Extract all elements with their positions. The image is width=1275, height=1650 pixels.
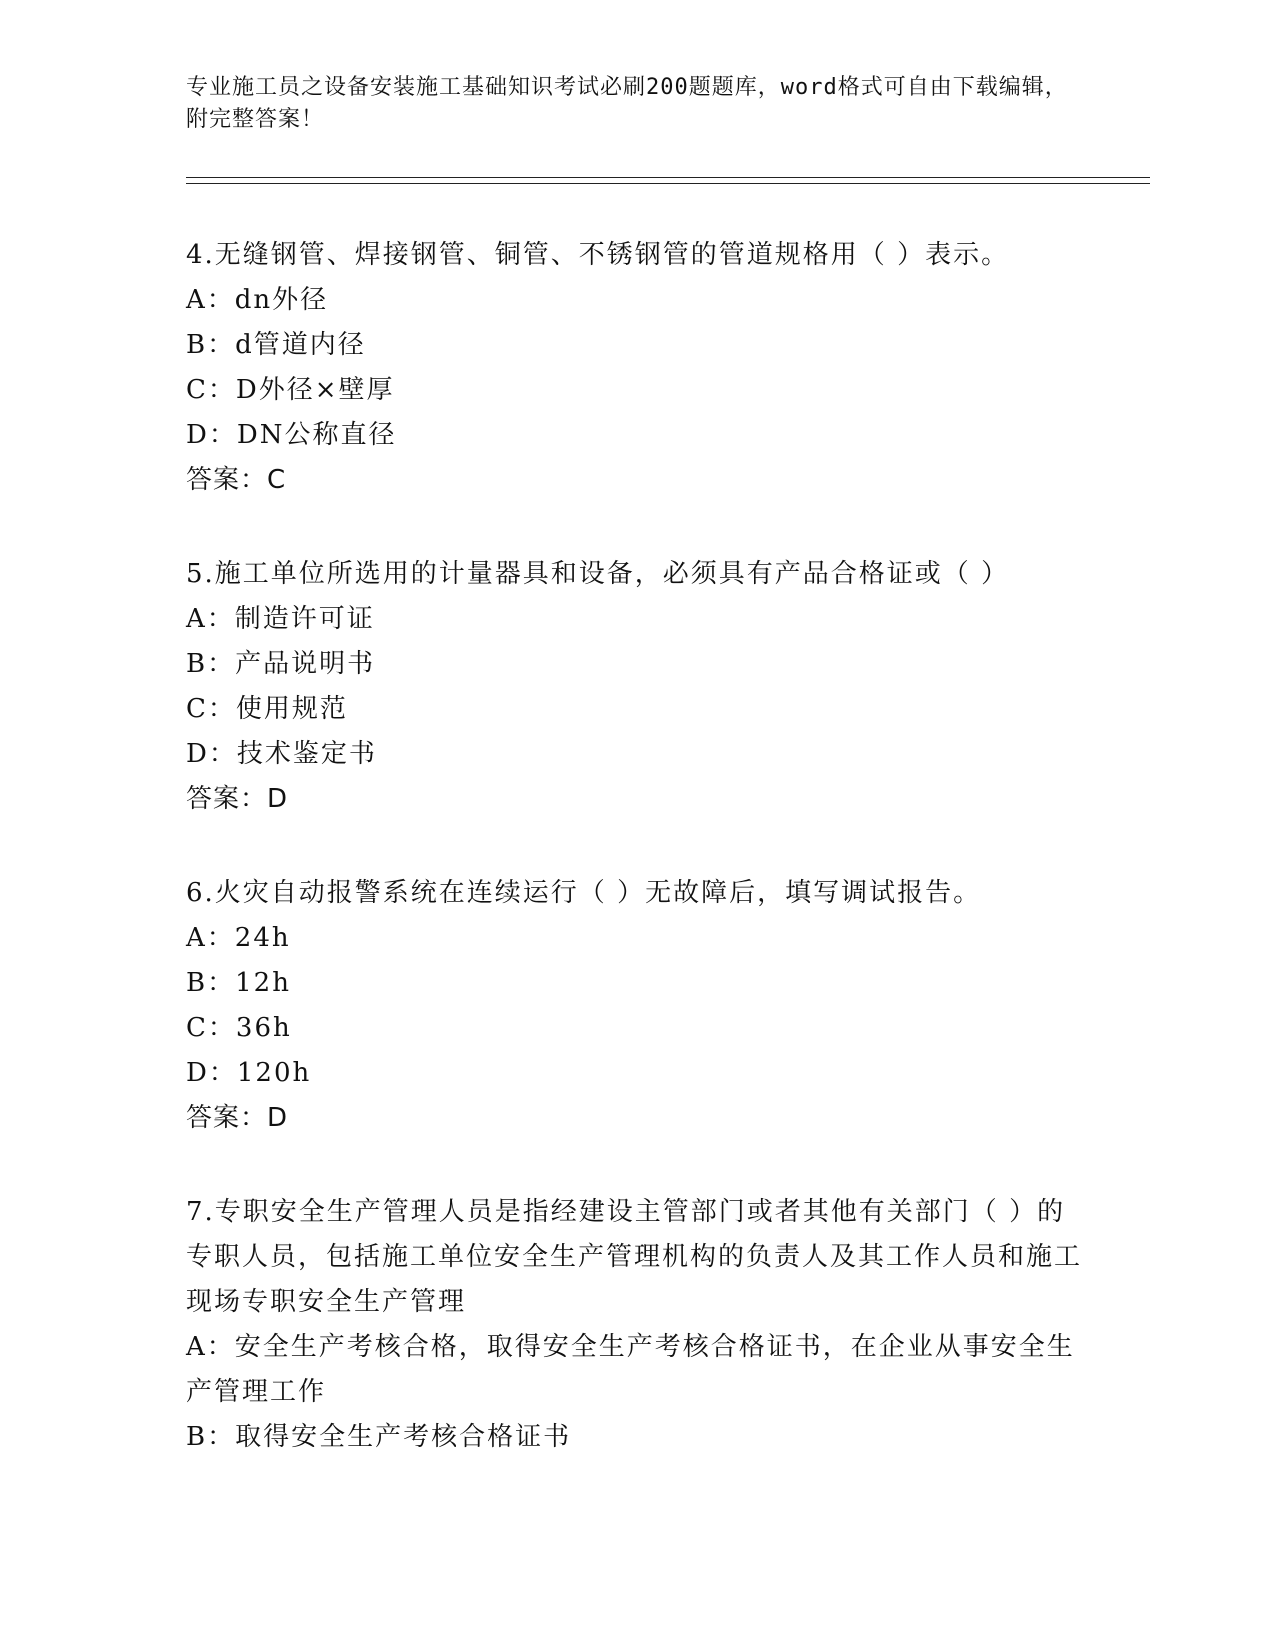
option-key: C： <box>186 694 236 724</box>
document-header: 专业施工员之设备安装施工基础知识考试必刷200题题库，word格式可自由下载编辑，附完整答案！ <box>186 75 1068 132</box>
option-text: 120h <box>236 1058 312 1088</box>
option-key: B： <box>186 330 236 360</box>
question-title: 6.火灾自动报警系统在连续运行（ ）无故障后，填写调试报告。 <box>186 878 982 908</box>
option-text: D外径×壁厚 <box>235 375 395 405</box>
question-title: 5.施工单位所选用的计量器具和设备，必须具有产品合格证或（ ） <box>186 559 1010 589</box>
option-text: 制造许可证 <box>234 604 375 634</box>
option-b <box>186 1415 1086 1460</box>
option-key: C： <box>186 1013 236 1043</box>
option-key: A： <box>186 923 235 953</box>
option-key: D： <box>186 1058 237 1088</box>
option-d <box>186 732 1086 777</box>
header-divider-top <box>186 177 1150 178</box>
option-key: A： <box>186 604 235 634</box>
option-text: 使用规范 <box>235 694 348 724</box>
option-c <box>186 368 1086 413</box>
question-block <box>186 1190 1086 1460</box>
option-d <box>186 1051 1086 1096</box>
answer-line: 答案：D <box>186 1103 289 1133</box>
option-text: d管道内径 <box>235 330 366 360</box>
option-c <box>186 687 1086 732</box>
option-b <box>186 323 1086 368</box>
option-d <box>186 413 1086 458</box>
option-a <box>186 278 1086 323</box>
option-key: D： <box>186 739 237 769</box>
option-text: 36h <box>235 1013 292 1043</box>
question-block <box>186 871 1086 1141</box>
option-key: A： <box>186 1332 235 1362</box>
answer-line: 答案：D <box>186 784 289 814</box>
option-key: B： <box>186 649 236 679</box>
option-b <box>186 961 1086 1006</box>
option-key: C： <box>186 375 236 405</box>
question-block <box>186 233 1086 503</box>
option-key: D： <box>186 420 237 450</box>
option-text: 产品说明书 <box>235 649 376 679</box>
option-key: B： <box>186 1422 236 1452</box>
option-c <box>186 1006 1086 1051</box>
option-a <box>186 916 1086 961</box>
option-text: DN公称直径 <box>236 420 397 450</box>
header-divider-bottom <box>186 183 1150 184</box>
answer-line: 答案：C <box>186 465 287 495</box>
question-title: 7.专职安全生产管理人员是指经建设主管部门或者其他有关部门（ ）的专职人员，包括施工单位安全生产管理机构的负责人及其工作人员和施工现场专职安全生产管理 <box>186 1197 1083 1317</box>
option-text: 12h <box>235 968 291 998</box>
question-title: 4.无缝钢管、焊接钢管、铜管、不锈钢管的管道规格用（ ）表示。 <box>186 240 1010 270</box>
option-text: 取得安全生产考核合格证书 <box>235 1422 572 1452</box>
option-a <box>186 597 1086 642</box>
option-text: 24h <box>234 923 291 953</box>
option-key: B： <box>186 968 236 998</box>
question-block <box>186 552 1086 822</box>
option-b <box>186 642 1086 687</box>
option-text: dn外径 <box>234 285 329 315</box>
option-text: 技术鉴定书 <box>236 739 377 769</box>
option-text: 安全生产考核合格，取得安全生产考核合格证书，在企业从事安全生产管理工作 <box>186 1332 1075 1407</box>
option-a <box>186 1325 1086 1415</box>
option-key: A： <box>186 285 235 315</box>
